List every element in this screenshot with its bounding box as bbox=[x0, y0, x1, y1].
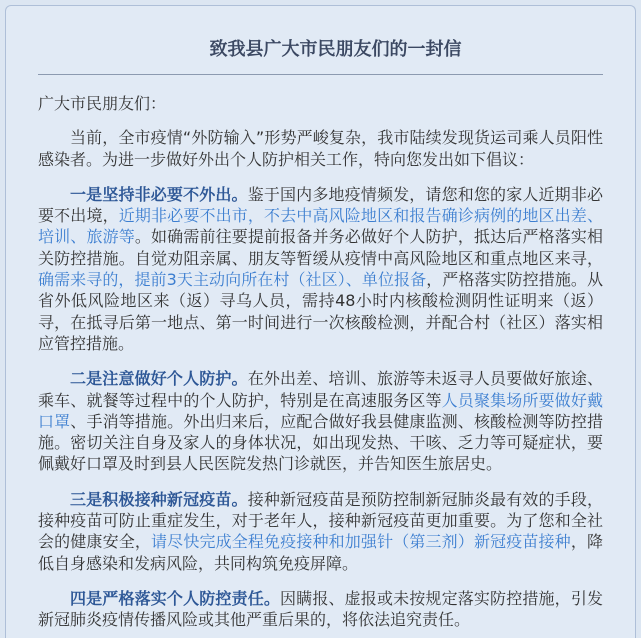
greeting: 广大市民朋友们： bbox=[38, 94, 167, 113]
proposal-text: 、手消等措施。外出归来后，应配合做好我县健康监测、核酸检测等防控措施。密切关注自身及家人的身体状况，如出现发热、干咳、乏力等可疑症状，要佩戴好口罩及时到县人民医院发热门诊就医，并告知医生旅居史。 bbox=[38, 411, 603, 474]
proposal-4 bbox=[38, 588, 603, 631]
letter-body bbox=[38, 93, 603, 638]
highlighted-text: 近期非必要不出市，不去中高风险地区和报告确诊病例的地区出差、培训、旅游等 bbox=[38, 206, 603, 247]
proposal-text: ，严格落实防控措施。从省外低风险地区来（返）寻乌人员，需持48小时内核酸检测阴性证明来（返）寻，在抵寻后第一地点、第一时间进行一次核酸检测，并配合村（社区）落实相应管控措施。 bbox=[38, 270, 603, 353]
proposal-text: 因瞒报、虚报或未按规定落实防控措施，引发新冠肺炎疫情传播风险或其他严重后果的，将依法追究责任。 bbox=[38, 588, 603, 630]
proposal-1 bbox=[38, 184, 603, 354]
proposal-3 bbox=[38, 489, 603, 574]
proposal-text: ，降低自身感染和发病风险，共同构筑免疫屏障。 bbox=[38, 532, 603, 573]
proposal-text: 。如确需前往要提前报备并务必做好个人防护，抵达后严格落实相关防控措施。自觉劝阻亲属、朋友等暂缓从疫情中高风险地区和重点地区来寻， bbox=[38, 227, 603, 268]
proposal-text: 鉴于国内多地疫情频发，请您和您的家人近期非必要不出境， bbox=[38, 184, 603, 226]
title-divider bbox=[38, 74, 603, 75]
proposal-heading: 一是坚持非必要不外出。 bbox=[70, 184, 248, 204]
highlighted-text: 人员聚集场所要做好戴口罩 bbox=[38, 390, 603, 431]
highlighted-text: 确需来寻的，提前3天主动向所在村（社区）、单位报备 bbox=[38, 270, 427, 290]
proposal-text: 接种新冠疫苗是预防控制新冠肺炎最有效的手段，接种疫苗可防止重症发生，对于老年人，接种新冠疫苗更加重要。为了您和全社会的健康安全， bbox=[38, 489, 603, 552]
proposal-heading: 三是积极接种新冠疫苗。 bbox=[70, 489, 248, 509]
intro-paragraph: 当前，全市疫情“外防输入”形势严峻复杂，我市陆续发现货运司乘人员阳性感染者。为进一步做好外出个人防护相关工作，特向您发出如下倡议： bbox=[38, 128, 603, 169]
letter-title: 致我县广大市民朋友们的一封信 bbox=[209, 39, 462, 60]
proposal-text: 在外出差、培训、旅游等未返寻人员要做好旅途、乘车、就餐等过程中的个人防护，特别是在高速服务区等 bbox=[38, 369, 603, 410]
proposal-heading: 二是注意做好个人防护。 bbox=[70, 369, 248, 389]
proposal-heading: 四是严格落实个人防控责任。 bbox=[70, 588, 281, 608]
proposal-2 bbox=[38, 368, 603, 474]
highlighted-text: 请尽快完成全程免疫接种和加强针（第三剂）新冠疫苗接种 bbox=[151, 532, 571, 552]
